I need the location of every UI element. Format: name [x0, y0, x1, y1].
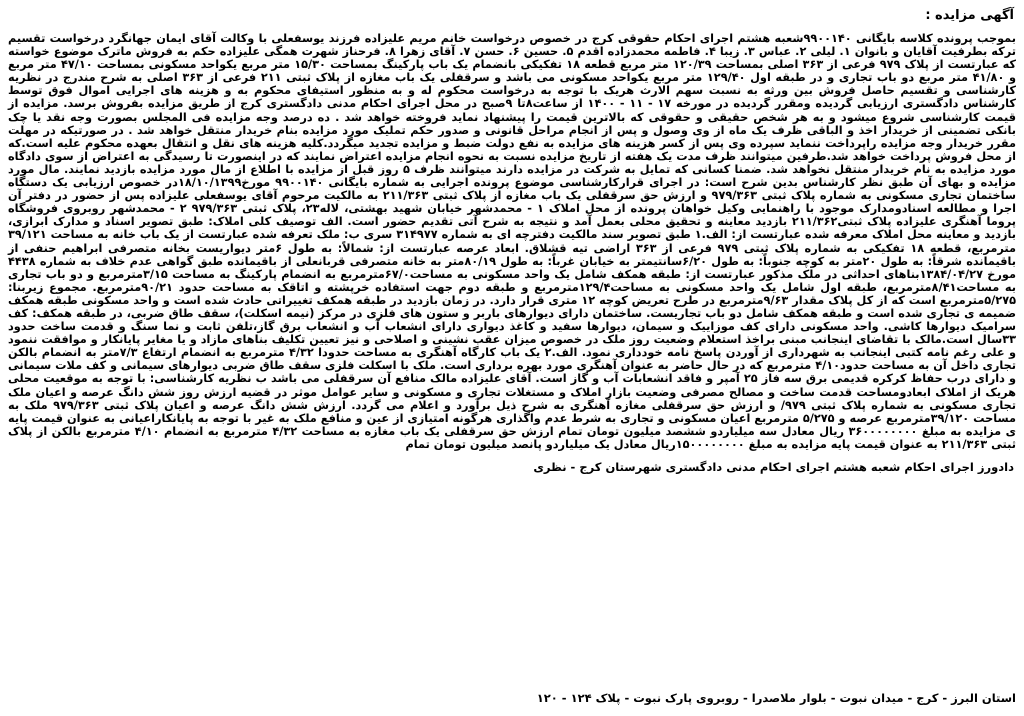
notice-address: استان البرز - کرج - میدان نبوت - بلوار ملاصدرا - روبروی پارک نبوت - پلاک ۱۲۴ - ۱۲۰	[536, 691, 1016, 705]
notice-signature: دادورز اجرای احکام شعبه هشتم اجرای احکام مدنی دادگستری شهرستان کرج - نظری	[533, 460, 1014, 474]
notice-body: بموجب پرونده کلاسه بایگانی ۹۹۰۰۱۴۰شعبه هشتم اجرای احکام حقوقی کرج در خصوص درخواست خانم مریم علیزاده فرزند یوسفعلی با وکالت آقای ایمان جهانگرد درخواست تقسیم ترکه بطرفیت آقایان و بانوان ۱. لیلی ۲. عباس ۳. زیبا ۴. فاطمه محمدزاده اقدم ۵. حسین ۶. حسن ۷. آقای زهرا ۸. فرحناز شهرت همگی علیزاده حکم به فروش ماترک موضوع خواسته که عبارتست از پلاک ۹۷۹ فرعی از ۳۶۳ اصلی بمساحت ۱۲۰/۳۹ متر مربع قطعه ۱۸ تفکیکی بانضمام یک باب پارکینگ بمساحت ۱۵/۳۰ متر مربع یکواحد مسکونی بمساحت ۴۷/۱۰ متر مربع و ۴۱/۸۰ متر مربع دو باب تجاری و در طبقه اول ۱۲۹/۴۰ متر مربع یکواحد مسکونی می باشد و سرقفلی یک باب مغازه از پلاک ثبتی ۲۱۱ فرعی از ۳۶۳ اصلی به شرح مندرج در نظریه کارشناسی و تقسیم حاصل فروش بین ورثه به نسبت سهم الارث هریک با توجه به درخواست محکوم له و به منظور استیفای محکوم به و هزینه های اجرایی اموال فوق توسط کارشناس دادگستری ارزیابی گردیده ومقرر گردیده در مورخه ۱۷ - ۱۱ - ۱۴۰۰ از ساعت۸تا ۹صبح در محل اجرای احکام مدنی دادگستری کرج از طریق مزایده بفروش برسد. مزایده از قیمت کارشناسی شروع میشود و به هر شخص حقیقی و حقوقی که بالاترین قیمت را پیشنهاد نماید فروخته خواهد شد . ده درصد وجه مزایده فی المجلس بصورت وجه نقد یا چک بانکی تضمینی از خریدار اخذ و الباقی ظرف یک ماه از وی وصول و پس از انجام مراحل قانونی و صدور حکم تملیک مورد مزایده بنام خریدار منتقل خواهد شد . در صورتیکه در مهلت مقرر خریدار وجه مزایده راپرداخت ننماید سپرده وی پس از کسر هزینه های مزایده به نفع دولت ضبط و مزایده تجدید میگردد.کلیه هزینه های نقل و انتقال بعهده محکوم علیه است.که از محل فروش پرداخت خواهد شد.طرفین میتوانند ظرف مدت یک هفته از تاریخ مزایده نسبت به نحوه انجام مزایده اعتراض نمایند که در اینصورت تا رسیدگی به اعتراض از سوی دادگاه مورد مزایده به نام خریدار منتقل نخواهد شد. ضمنا کسانی که تمایل به شرکت در مزایده دارند میتوانند ظرف ۵ روز قبل از مزایده با اطلاع از مال مورد مزایده بازدید نمایند. مال مورد مزایده و بهای آن طبق نظر کارشناس بدین شرح است: در اجرای قرارکارشناسی موضوع پرونده اجرایی به شماره بایگانی ۹۹۰۰۱۴۰ مورخ۱۸/۱۰/۱۳۹۹در خصوص ارزیابی یک دستگاه ساختمان تجاری مسکونی به شماره پلاک ثبتی ۹۷۹/۳۶۳ و ارزش حق سرقفلی یک باب مغازه از پلاک ثبتی ۲۱۱/۳۶۳ به مالکیت مرحوم آقای یوسفعلی علیزاده پس از حضور در دفتر آن اجرا و مطالعه اسنادومدارک موجود با راهنمایی وکیل خواهان پرونده از محل املاک ۱ - محمدشهر خیابان شهید بهشتی، لاله۲۳، پلاک ثبتی ۹۷۹/۳۶۳ ۲ - محمدشهر روبروی فروشگاه پروما آهنگری علیزاده پلاک ثبتی۲۱۱/۳۶۲ بازدید معاینه و تحقیق محلی بعمل آمد و نتیجه به شرح آتی تقدیم حضور است. الف توصیف کلی املاک: طبق تصویر اسناد و مدارک ابرازی، بازدید و معاینه محل املاک معرفه شده عبارتست از: الف.۱ طبق تصویر سند مالکیت دفترچه ای به شماره ۳۱۴۹۷۷ سری ب: ملک تعرفه شده عبارتست از یک باب خانه به مساحت ۳۹/۱۲۱ مترمربع، قطعه ۱۸ تفکیکی به شماره پلاک ثبتی ۹۷۹ فرعی از ۳۶۳ اراضی تیه قشلاق. ابعاد عرصه عبارتست از: شمالاً: به طول ۶متر دیواریست بخانه متصرفی ابراهیم حنفی از باقیمانده شرقاً: به طول ۲۰متر به کوچه جنوباً: به طول ۶/۲۰سانتیمتر به خیابان غرباً: به طول ۸۰/۱۹متر به خانه متصرفی قربانعلی از باقیمانده طبق گواهی عدم خلاف به شماره ۴۴۳۸ مورخ ۱۳۸۴/۰۴/۲۷بناهای احداثی در ملک مذکور عبارتست از: طبقه همکف شامل یک واحد مسکونی به مساحت۶۷/۰مترمربع به انضمام پارکینگ به مساحت ۳/۱۵مترمربع و دو باب تجاری به مساحت۸/۴۱مترمربع، طبقه اول شامل یک واحد مسکونی به مساحت۱۲۹/۴مترمربع و طبقه دوم جهت استفاده خرپشته و اتاقک به مساحت حدود ۹۰/۲۱مترمربع. مجموع زیربنا: ۵/۲۷۵مترمربع است که از کل پلاک مقدار ۹/۶۳مترمربع در طرح تعریض کوچه ۱۲ متری قرار دارد. در زمان بازدید در طبقه همکف تغییراتی حادث شده است و واحد مسکونی طبقه همکف ضمیمه ی تجاری شده است و طبقه همکف شامل دو باب تجاریست. ساختمان دارای دیوارهای باربر و ستون های فلزی در مرکز (نیمه اسکلت)، سقف طاق ضربی، در طبقه همکف: کف سرامیک دیوارها کاشی. واحد مسکونی دارای کف موزاییک و سیمان، دیوارها سفید و کاغذ دیواری دارای انشعاب آب و انشعاب برق گاز،تلفن ثابت و نما سنگ و قدمت ساخت حدود ۳۳سال است.مالک با تقاضای اینجانب مبنی براخذ استعلام وضعیت روز ملک در خصوص میزان عقب نشینی و اصلاحی و نیز تعیین تکلیف بناهای مازاد و یا مغایر پایانکار و موافقت ننمود و علی رغم نامه کتبی اینجانب به شهرداری از آوردن پاسخ نامه خودداری نمود. الف.۲ یک باب کارگاه آهنگری به مساحت حدودا ۴/۳۲ مترمربع به انضمام ارتفاع ۷/۳متر به انضمام بالکن تجاری داخل آن به مساحت حدود۴/۱۰ مترمربع که در حال حاضر به عنوان آهنگری مورد بهره برداری است. ملک با اسکلت فلزی سقف طاق ضربی دیوارهای سیمانی و کف ملات سیمانی و دارای درب حفاظ کرکره قدیمی برق سه فاز ۲۵ آمپر و فاقد انشعابات آب و گاز است. آقای علیزاده مالک منافع آن سرقفلی می باشد ب نظریه کارشناسی: با توجه به موقعیت محلی هریک از املاک ابعادومساحت قدمت ساخت و مصالح مصرفی وضعیت بازار املاک و مستغلات تجاری و مسکونی و سایر عوامل موثر در قضیه ارزش روز شش دانگ عرصه و اعیان ملک تجاری مسکونی به شماره پلاک ثبتی ۹۷۹/ و ارزش حق سرقفلی مغازه آهنگری به شرح ذیل برآورد و اعلام می گردد. ارزش شش دانگ عرصه و اعیان پلاک ثبتی ۹۷۹/۳۶۳ ملک به مساحت ۳۹/۱۲۰مترمربع عرصه و ۵/۲۷۵ مترمربع اعیان مسکونی و تجاری به شرط عدم واگذاری هرگونه امتیازی از عین و منافع ملک به غیر با توجه به پایانکاراعیانی به عنوان قیمت پایه ی مزایده به مبلغ ۳۶۰۰۰۰۰۰۰۰ ریال معادل سه میلیاردو ششصد میلیون تومان تمام ارزش حق سرقفلی یک باب مغازه به مساحت ۴/۳۲ مترمربع به انضمام ۴/۱۰ مترمربع بالکن از پلاک ثبتی ۲۱۱/۳۶۳ به عنوان قیمت پایه مزایده به مبلغ ۱۵۰۰۰۰۰۰۰۰ریال معادل یک میلیاردو پانصد میلیون تومان تمام	[8, 32, 1017, 451]
notice-title: آگهی مزایده :	[925, 8, 1014, 23]
